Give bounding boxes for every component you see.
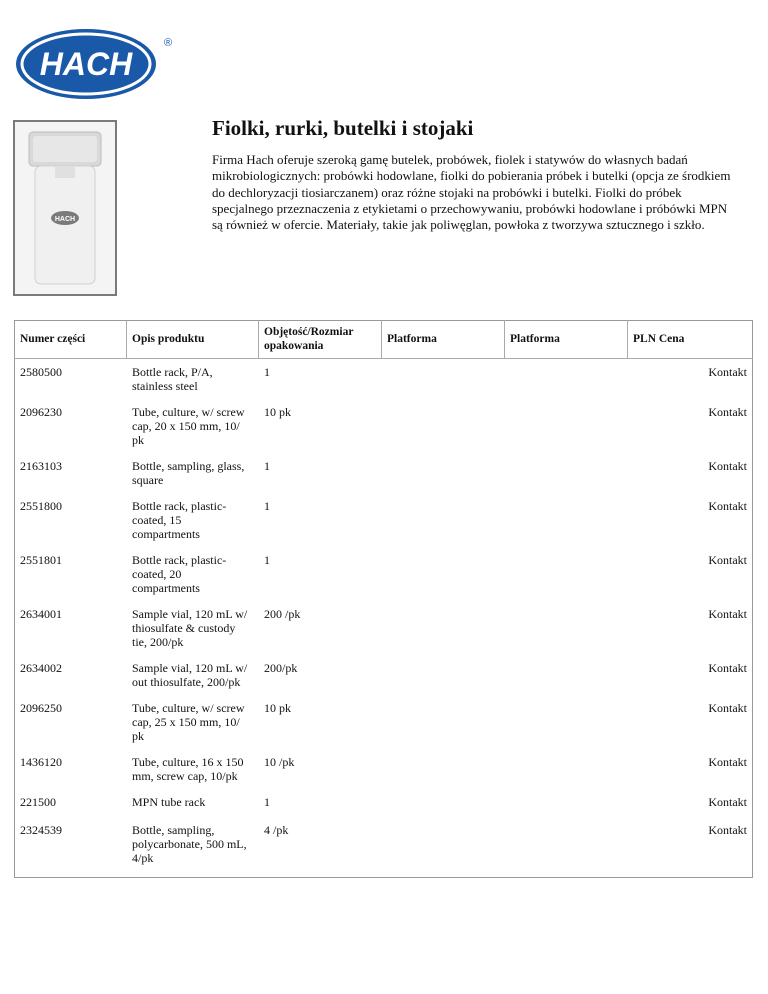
product-photo — [13, 120, 117, 296]
cell-platform — [504, 655, 627, 695]
cell-description: Bottle rack, plastic-coated, 15 compartments — [132, 499, 227, 541]
cell-platform — [381, 399, 504, 453]
cell-description: Bottle rack, plastic-coated, 20 compartments — [132, 553, 227, 595]
header-price: PLN Cena — [627, 320, 753, 359]
cell-volume: 1 — [264, 499, 270, 513]
table-row — [14, 453, 753, 493]
cell-description: Sample vial, 120 mL w/ thiosulfate & custody tie, 200/pk — [132, 607, 248, 649]
cell-price[interactable]: Kontakt — [708, 795, 747, 809]
cell-price[interactable]: Kontakt — [708, 823, 747, 837]
logo-text: HACH — [39, 46, 133, 82]
cell-description: Bottle, sampling, polycarbonate, 500 mL, 4/pk — [132, 823, 247, 865]
cell-platform — [504, 399, 627, 453]
cell-part-number: 2163103 — [20, 459, 62, 473]
page-description: Firma Hach oferuje szeroką gamę butelek, probówek, fiolek i statywów do własnych badań mikrobiologicznych: probówki hodowlane, fiolki do pobierania próbek i butelki (opcja ze środkiem do dechloryzacji tiosiarczanem) oraz różne stojaki na probówki i butelki. Fiolki do próbek specjalnego przeznaczenia z etykietami o przechowywaniu, probówki hodowlane i próbówki MPN są również w ofercie. Materiały, takie jak poliwęglan, powłoka z tworzywa sztucznego i szkło. — [212, 152, 731, 233]
cell-volume: 10 pk — [264, 701, 291, 715]
page-title: Fiolki, rurki, butelki i stojaki — [212, 116, 474, 140]
header-platform: Platforma — [381, 320, 504, 359]
header-platform: Platforma — [504, 320, 627, 359]
table-row — [14, 789, 753, 817]
parts-table — [14, 320, 753, 869]
cell-platform — [381, 453, 504, 493]
cell-platform — [504, 359, 627, 400]
cell-platform — [504, 749, 627, 789]
cell-volume: 4 /pk — [264, 823, 289, 837]
hach-logo — [14, 24, 174, 102]
cell-platform — [381, 601, 504, 655]
cell-description: Bottle rack, P/A, stainless steel — [132, 365, 213, 393]
sample-vial-image — [15, 122, 115, 294]
cell-price[interactable]: Kontakt — [708, 499, 747, 513]
cell-price[interactable]: Kontakt — [708, 365, 747, 379]
cell-platform — [504, 695, 627, 749]
cell-description: Sample vial, 120 mL w/ out thiosulfate, 200/pk — [132, 661, 248, 689]
cell-platform — [381, 817, 504, 869]
cell-description: Tube, culture, w/ screw cap, 25 x 150 mm, 10/ pk — [132, 701, 245, 743]
cell-platform — [381, 749, 504, 789]
header-description: Opis produktu — [126, 320, 258, 359]
cell-part-number: 221500 — [20, 795, 56, 809]
vial-label: HACH — [54, 216, 76, 223]
cell-platform — [381, 547, 504, 601]
table-row — [14, 547, 753, 601]
cell-price[interactable]: Kontakt — [708, 553, 747, 567]
table-row — [14, 493, 753, 547]
cell-description: MPN tube rack — [132, 795, 206, 809]
header-volume: Objętość/Rozmiar opakowania — [258, 320, 381, 359]
table-row — [14, 399, 753, 453]
table-row — [14, 655, 753, 695]
cell-part-number: 2634001 — [20, 607, 62, 621]
cell-volume: 1 — [264, 365, 270, 379]
cell-volume: 10 pk — [264, 405, 291, 419]
table-row — [14, 817, 753, 869]
cell-part-number: 1436120 — [20, 755, 62, 769]
cell-volume: 1 — [264, 553, 270, 567]
cell-platform — [504, 789, 627, 817]
cell-volume: 1 — [264, 795, 270, 809]
table-row — [14, 749, 753, 789]
cell-description: Tube, culture, 16 x 150 mm, screw cap, 10/pk — [132, 755, 244, 783]
cell-volume: 200/pk — [264, 661, 298, 675]
table-header-row — [14, 320, 753, 359]
table-row — [14, 359, 753, 400]
cell-platform — [381, 359, 504, 400]
registered-mark: ® — [164, 37, 173, 49]
cell-platform — [381, 655, 504, 695]
cell-platform — [504, 817, 627, 869]
cell-platform — [381, 695, 504, 749]
cell-platform — [381, 789, 504, 817]
cell-part-number: 2551800 — [20, 499, 62, 513]
cell-price[interactable]: Kontakt — [708, 755, 747, 769]
cell-platform — [381, 493, 504, 547]
cell-price[interactable]: Kontakt — [708, 459, 747, 473]
cell-price[interactable]: Kontakt — [708, 661, 747, 675]
cell-volume: 1 — [264, 459, 270, 473]
cell-part-number: 2096250 — [20, 701, 62, 715]
cell-price[interactable]: Kontakt — [708, 701, 747, 715]
table-row — [14, 601, 753, 655]
cell-description: Tube, culture, w/ screw cap, 20 x 150 mm, 10/ pk — [132, 405, 245, 447]
cell-volume: 10 /pk — [264, 755, 295, 769]
header-part-number: Numer części — [14, 320, 126, 359]
cell-platform — [504, 493, 627, 547]
cell-price[interactable]: Kontakt — [708, 405, 747, 419]
cell-part-number: 2634002 — [20, 661, 62, 675]
cell-platform — [504, 547, 627, 601]
cell-part-number: 2096230 — [20, 405, 62, 419]
cell-price[interactable]: Kontakt — [708, 607, 747, 621]
cell-volume: 200 /pk — [264, 607, 301, 621]
cell-platform — [504, 453, 627, 493]
cell-part-number: 2551801 — [20, 553, 62, 567]
cell-platform — [504, 601, 627, 655]
cell-part-number: 2580500 — [20, 365, 62, 379]
cell-part-number: 2324539 — [20, 823, 62, 837]
cell-description: Bottle, sampling, glass, square — [132, 459, 245, 487]
table-row — [14, 695, 753, 749]
